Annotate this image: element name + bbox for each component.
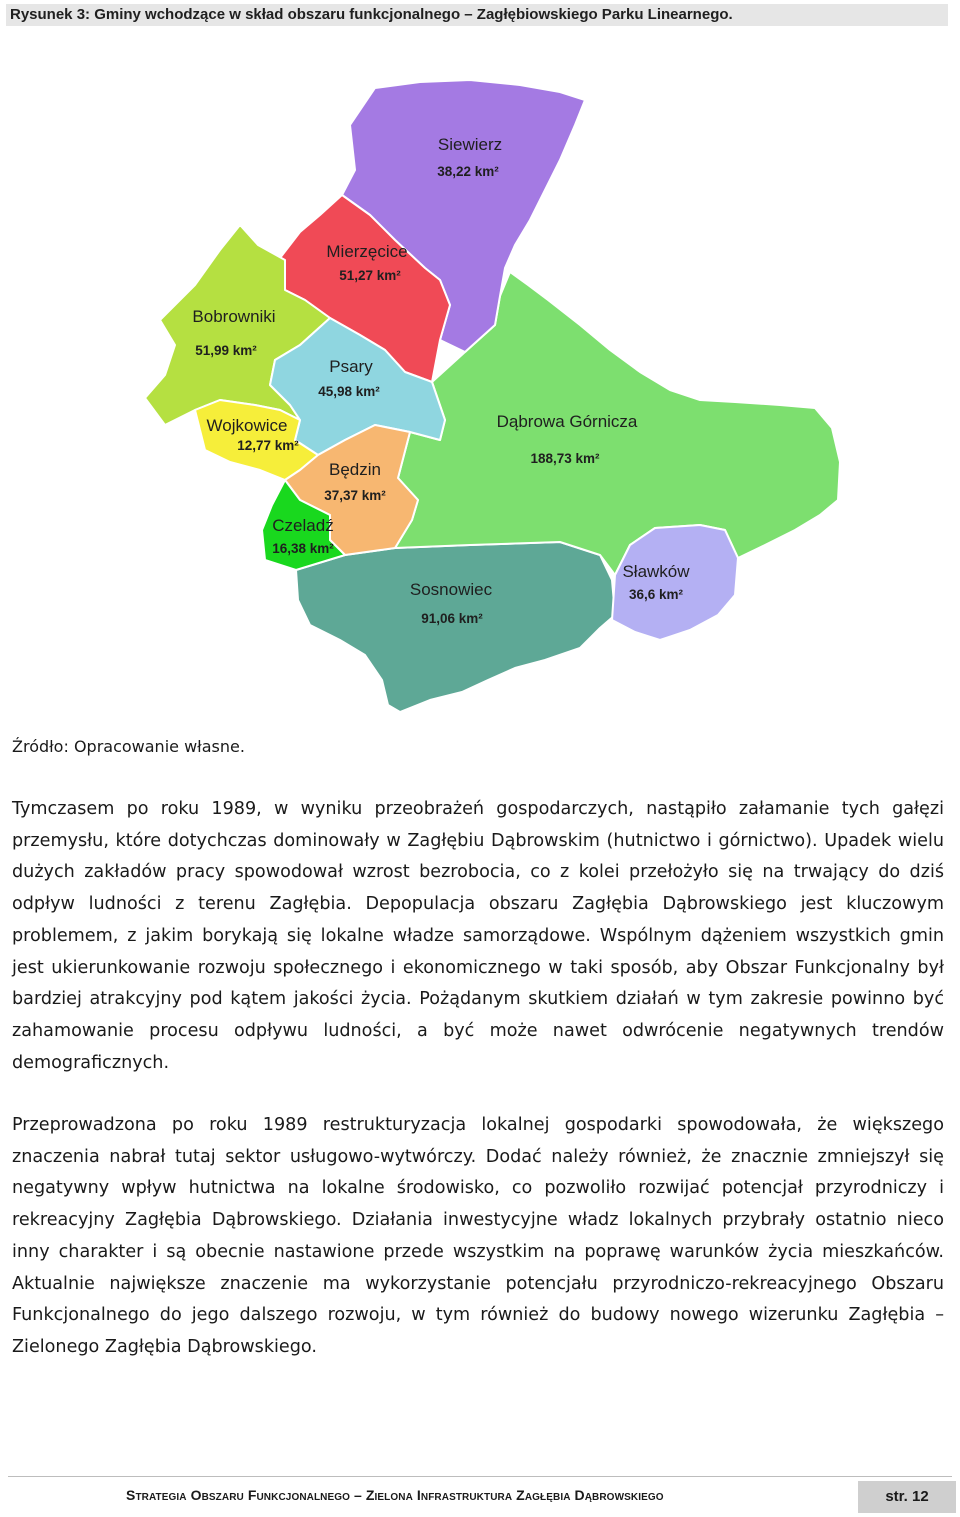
label-psary-name: Psary	[329, 357, 373, 376]
label-psary-area: 45,98 km²	[318, 384, 380, 399]
label-czeladz-area: 16,38 km²	[272, 541, 334, 556]
page-number: str. 12	[858, 1481, 956, 1513]
figure-caption: Rysunek 3: Gminy wchodzące w skład obszaru funkcjonalnego – Zagłębiowskiego Parku Linearnego.	[6, 4, 948, 26]
label-dabrowa-area: 188,73 km²	[530, 451, 600, 466]
region-sosnowiec	[296, 542, 615, 712]
label-siewierz-name: Siewierz	[437, 135, 503, 154]
figure-source: Źródło: Opracowanie własne.	[12, 737, 245, 756]
label-slawkow-name: Sławków	[622, 562, 690, 581]
label-sosnowiec-name: Sosnowiec	[409, 580, 493, 599]
label-bobrowniki-name: Bobrowniki	[192, 307, 276, 326]
label-czeladz-name: Czeladź	[272, 516, 334, 535]
label-bobrowniki-area: 51,99 km²	[195, 343, 257, 358]
label-sosnowiec-area: 91,06 km²	[421, 611, 483, 626]
label-wojkowice-name: Wojkowice	[206, 416, 288, 435]
label-bedzin-name: Będzin	[329, 460, 381, 479]
label-mierzecice-area: 51,27 km²	[339, 268, 401, 283]
label-mierzecice-name: Mierzęcice	[326, 242, 408, 261]
label-bedzin-area: 37,37 km²	[324, 488, 386, 503]
footer-divider	[8, 1476, 952, 1477]
paragraph-1: Tymczasem po roku 1989, w wyniku przeobrażeń gospodarczych, nastąpiło załamanie tych gałęzi przemysłu, które dotychczas dominowały w Zagłębiu Dąbrowskim (hutnictwo i górnictwo). Upadek wielu dużych zakładów pracy spowodował wzrost bezrobocia, co z kolei przełożyło się na trwający do dziś odpływ ludności z terenu Zagłębia. Depopulacja obszaru Zagłębia Dąbrowskiego jest kluczowym problemem, z jakim borykają się lokalne władze samorządowe. Wspólnym dążeniem wszystkich gmin jest ukierunkowanie rozwoju społecznego i ekonomicznego w taki sposób, aby Obszar Funkcjonalny był bardziej atrakcyjny pod kątem jakości życia. Pożądanym skutkiem działań w tym zakresie powinno być zahamowanie procesu odpływu ludności, a być może nawet odwrócenie negatywnych trendów demograficznych.	[12, 799, 944, 1073]
label-siewierz-area: 38,22 km²	[437, 164, 499, 179]
label-wojkowice-area: 12,77 km²	[237, 438, 299, 453]
label-slawkow-area: 36,6 km²	[628, 587, 684, 602]
label-dabrowa-name: Dąbrowa Górnicza	[496, 412, 638, 431]
paragraph-2: Przeprowadzona po roku 1989 restrukturyzacja lokalnej gospodarki spowodowała, że większego znaczenia nabrał tutaj sektor usługowo-wytwórczy. Dodać należy również, że znacznie zmniejszył się negatywny wpływ hutnictwa na lokalne środowisko, co pozwoliło rozwijać potencjał przyrodniczy i rekreacyjny Zagłębia Dąbrowskiego. Działania inwestycyjne władz lokalnych przybrały ostatnio nieco inny charakter i są obecnie nastawione przede wszystkim na poprawę warunków życia mieszkańców. Aktualnie największe znaczenie ma wykorzystanie potencjału przyrodniczo-rekreacyjnego Obszaru Funkcjonalnego do jego dalszego rozwoju, w tym również do budowy nowego wizerunku Zagłębia – Zielonego Zagłębia Dąbrowskiego.	[12, 1115, 944, 1357]
footer-title: Strategia Obszaru Funkcjonalnego – Zielona Infrastruktura Zagłębia Dąbrowskiego	[126, 1487, 664, 1503]
map-svg	[130, 70, 850, 720]
municipalities-map	[130, 70, 850, 720]
